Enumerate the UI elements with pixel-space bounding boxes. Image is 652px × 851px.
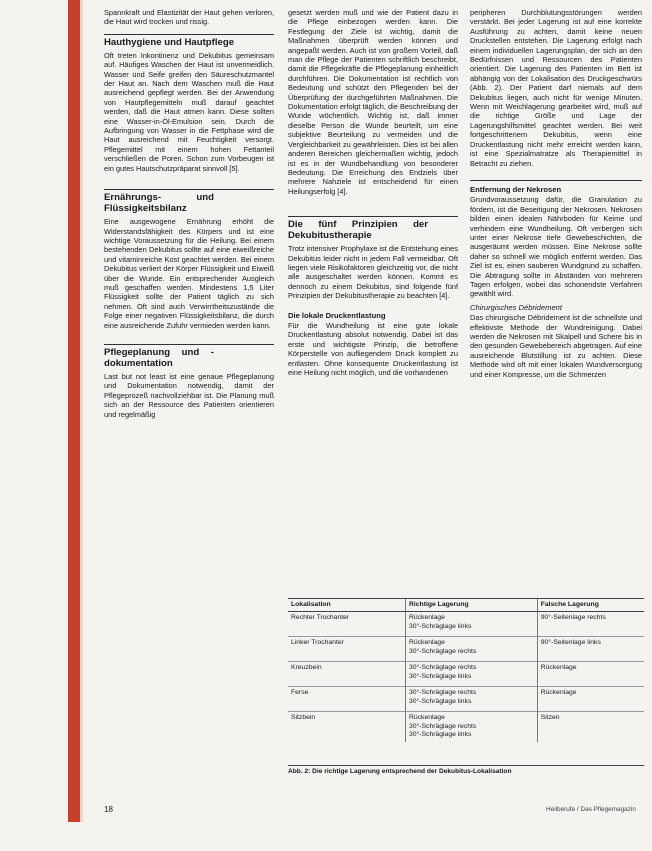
heading: Ernährungs- und Flüssigkeitsbilanz <box>104 192 214 215</box>
section-divider <box>104 189 274 190</box>
table-cell: Rechter Trochanter <box>288 612 405 637</box>
table-cell: Sitzen <box>537 712 644 742</box>
table-header: Richtige Lagerung <box>405 599 537 612</box>
table-row <box>288 662 644 687</box>
subheading: Entfernung der Nekrosen <box>470 184 562 194</box>
paragraph: Das chirurgische Débridement ist die schnellste und effektivste Methode der Wundreinigung. Dabei werden die Nekrosen mit Skalpell und Schere bis in den gesunden Gewebebereich abgetragen. Auf eine ausreichende Blutstillung ist zu achten. Diese Methode wird oft mit einer lokalen Wundversorgung und einer Kompresse, um die Schmerzen <box>470 313 642 379</box>
margin-bar <box>68 0 80 822</box>
table-cell: Ferse <box>288 687 405 712</box>
paragraph: gesetzt werden muß und wie der Patient dazu in die Pflege einbezogen werden kann. Die Festlegung der Ziele ist wichtig, damit die Maßnahmen überprüft werden können und angepaßt werden. Auch ist von großem Vorteil, daß man die Pflege der Patienten schriftlich beschreibt, damit die Pflegekräfte die Pflegeplanung einheitlich durchführen. Die Dokumentation ist rechtlich von Bedeutung und schützt den Pflegenden bei der Überprüfung der durchgeführten Maßnahmen. Die Dokumentation erfolgt täglich, die Beschreibung der Wunde wöchentlich. Wichtig ist, daß immer dieselbe Person die Wunde beurteilt, um eine subjektive Beurteilung zu vermeiden und die Vergleichbarkeit zu gewährleisten. Dies ist bei allen anderen Bereichen gleichermaßen wichtig, jedoch ist es in der Wundbehandlung von besonderer Bedeutung. Die Erreichung des Endziels über mehrere Nahziele ist entscheidend für einen Heilungserfolg [4]. <box>288 8 458 196</box>
table-header: Lokalisation <box>288 599 405 612</box>
heading: Pflegeplanung und -dokumentation <box>104 346 214 369</box>
margin-bar-edge <box>80 0 83 822</box>
table-cell: Rückenlage 30°-Schräglage rechts <box>405 637 537 662</box>
table-cell: 30°-Schräglage rechts 30°-Schräglage links <box>405 662 537 687</box>
table-cell: Rückenlage 30°-Schräglage links <box>405 612 537 637</box>
table-row <box>288 612 644 637</box>
paragraph: Grundvoraussetzung dafür, die Granulation zu fördern, ist die Beseitigung der Nekrosen. Nekrosen bilden einen idealen Nährboden für Keime und verhindern eine Wundheilung. Oft verbergen sich unter einer Nekrose tiefe Gewebeschichten, die ausgeräumt werden müssen. Eine Nekrose sollte daher so schnell wie möglich entfernt werden. Das Ziel ist es, einen sauberen Wundgrund zu schaffen. Die Abtragung sollte in Abständen von mehreren Tagen erfolgen, wobei das schonendste Verfahren gewählt wird. <box>470 195 642 299</box>
table-cell: 90°-Seitenlage rechts <box>537 612 644 637</box>
paragraph: Oft treten Inkontinenz und Dekubitus gemeinsam auf. Häufiges Waschen der Haut ist unvermeidlich. Wasser und Seife greifen den Säureschutzmantel der Haut an. Nach dem Waschen muß die Haut ausreichend gepflegt werden. Bei der Anwendung von Hautpflegemitteln muß darauf geachtet werden, daß die Haut atmen kann. Diese sollten eine Wasser-in-Öl-Emulsion sein. Durch die Aufbringung von Wasser in die Fettphase wird die Haut ausreichend mit Feuchtigkeit versorgt. Pflegemittel mit einem hohen Fettanteil verschließen die Poren. Schon zum Vorbeugen ist ein gutes Hautschutzpräparat sinnvoll [5]. <box>104 50 274 173</box>
section-divider <box>470 180 642 181</box>
table-cell: 90°-Seitenlage links <box>537 637 644 662</box>
section-divider <box>104 34 274 35</box>
column-2 <box>288 8 458 593</box>
paragraph: Trotz intensiver Prophylaxe ist die Entstehung eines Dekubitus leider nicht in jedem Fall vermeidbar. Oft liegen viele Risikofaktoren gleichzeitig vor, die nicht alle ausgeschaltet werden können. Kommt es dennoch zu einem Dekubitus, sind folgende fünf Prinzipien der Dekubitustherapie zu beachten [4]. <box>288 244 458 301</box>
table-cell: Sitzbein <box>288 712 405 742</box>
table-row <box>288 687 644 712</box>
table-cell: 30°-Schräglage rechts 30°-Schräglage links <box>405 687 537 712</box>
table-header: Falsche Lagerung <box>537 599 644 612</box>
table-row <box>288 712 644 742</box>
positioning-table <box>288 598 644 766</box>
section-divider <box>288 216 458 217</box>
page-number: 18 <box>104 805 113 814</box>
table-row <box>288 637 644 662</box>
table-cell: Rückenlage <box>537 662 644 687</box>
table-cell: Kreuzbein <box>288 662 405 687</box>
column-1 <box>104 8 274 798</box>
paragraph: Last but not least ist eine genaue Pflegeplanung und Dokumentation notwendig, damit der Pflegeprozeß nachvollziehbar ist. Die Planung muß sich an der Ressource des Patienten orientieren und regelmäßig <box>104 371 274 419</box>
heading: Die fünf Prinzipien der Dekubitustherapie <box>288 219 428 242</box>
heading: Hauthygiene und Hautpflege <box>104 36 235 48</box>
subheading: Die lokale Druckentlastung <box>288 310 386 320</box>
table-cell: Linker Trochanter <box>288 637 405 662</box>
section-divider <box>104 344 274 345</box>
paragraph: Spannkraft und Elastizität der Haut gehen verloren, die Haut wird trocken und rissig. <box>104 8 274 27</box>
table-cell: Rückenlage <box>537 687 644 712</box>
paragraph: peripheren Durchblutungsstörungen werden verstärkt. Bei jeder Lagerung ist auf eine korrekte Ausführung zu achten, damit keine neuen Druckstellen entstehen. Die Lagerung erfolgt nach einem individuellen Lagerungsplan, der sich an den Bedürfnissen und Ressourcen des Patienten orientiert. Die Lagerung des Patienten im Bett ist abhängig von der Lokalisation des Druckgeschwürs (Abb. 2). Der Patient darf niemals auf dem Dekubitus liegen, auch nicht für wenige Minuten. Wenn mit Weichlagerung gearbeitet wird, muß auf die richtige Größe und Lage der Lagerungshilfsmittel geachtet werden. Bei weit fortgeschrittenem Dekubitus, wenn eine Druckentlastung nicht mehr erreicht werden kann, ist eine Spezialmatratze als Therapiemittel in Betracht zu ziehen. <box>470 8 642 168</box>
subheading: Chirurgisches Débridement <box>470 302 563 312</box>
column-3 <box>470 8 642 593</box>
paragraph: Eine ausgewogene Ernährung erhöht die Widerstandsfähigkeit des Körpers und ist eine wichtige Voraussetzung für die Heilung. Bei einem bestehenden Dekubitus sollte auf eine eiweißreiche und vitaminreiche Kost geachtet werden. Bei einem Dekubitus verliert der Körper Flüssigkeit und Eiweiß über die Wunde. Ein entsprechender Ausgleich muß geschaffen werden. Mindestens 1,5 Liter Flüssigkeit sollte der Patient täglich zu sich nehmen. Oft sind auch Verwirrtheitszustände die Folge einer negativen Flüssigkeitsbilanz, die durch eine ausreichende Zufuhr vermieden werden kann. <box>104 217 274 330</box>
table-cell: Rückenlage 30°-Schräglage rechts 30°-Schräglage links <box>405 712 537 742</box>
journal-footer: Heilberufe / Das Pflegemagazin <box>546 806 636 813</box>
paragraph: Für die Wundheilung ist eine gute lokale Druckentlastung absolut notwendig. Dabei ist das erste und wichtigste Prinzip, die betroffene Körperstelle von aufliegendem Druck komplett zu entlasten. Ohne konsequente Druckentlastung ist eine Heilung nicht möglich, und die vorhandenen <box>288 320 458 377</box>
figure-caption: Abb. 2: Die richtige Lagerung entsprechend der Dekubitus-Lokalisation <box>288 768 512 775</box>
